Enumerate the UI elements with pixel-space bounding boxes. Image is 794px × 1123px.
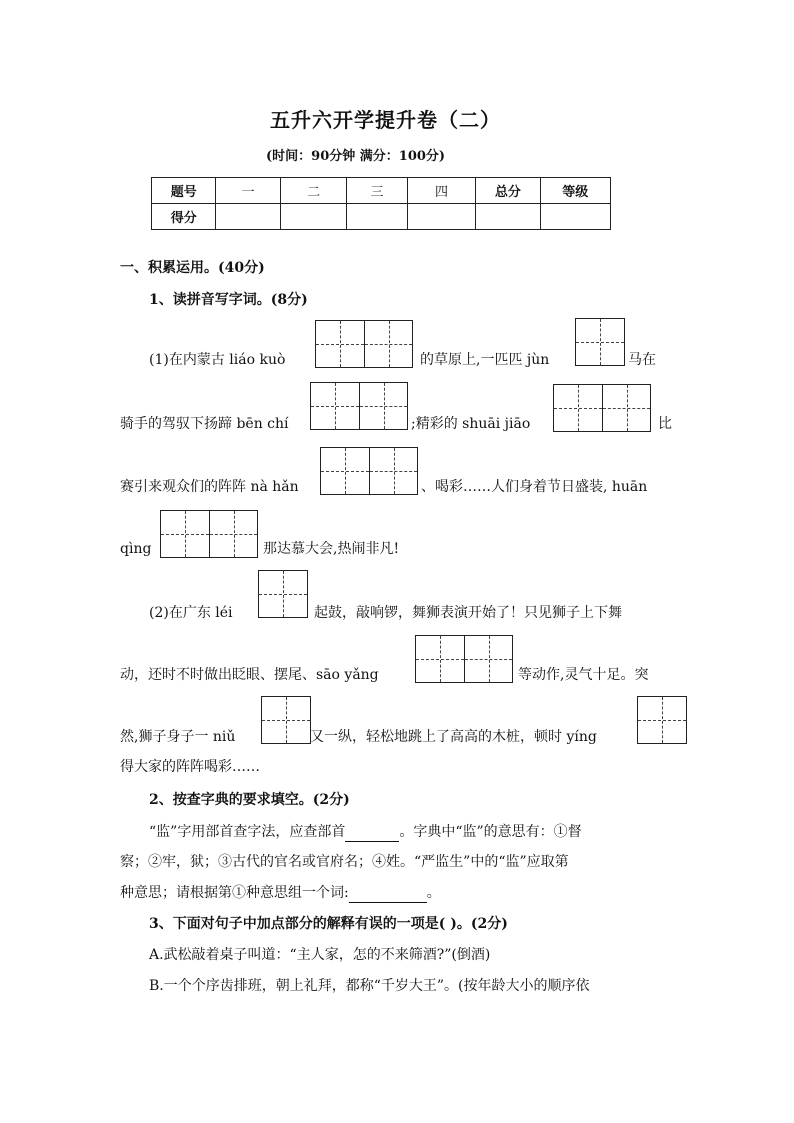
question-text-part: 。字典中“监”的意思有：①督 [399,824,582,840]
fill-blank[interactable] [345,827,399,842]
question-text [149,822,582,842]
question-text: (1)在内蒙古 liáo kuò [149,352,286,368]
answer-grid[interactable] [310,382,408,430]
score-table [151,177,611,230]
question-text: 得大家的阵阵喝彩…… [120,759,260,775]
answer-grid[interactable] [415,635,513,683]
table-cell: 一 [216,178,280,204]
score-input-cell[interactable] [216,204,280,230]
table-cell: 四 [407,178,475,204]
question-text: 动，还时不时做出眨眼、摆尾、sāo yǎng [120,667,379,683]
question-text [120,883,441,903]
question-text: 等动作,灵气十足。突 [518,667,649,683]
question-text: 又一纵，轻松地跳上了高高的木桩，顿时 yíng [310,729,597,745]
question-heading: 3、下面对句子中加点部分的解释有误的一项是( )。(2分) [149,916,508,932]
table-cell: 二 [280,178,346,204]
answer-grid[interactable] [261,696,311,744]
answer-grid[interactable] [637,696,687,744]
score-input-cell[interactable] [476,204,540,230]
score-input-cell[interactable] [347,204,407,230]
answer-grid[interactable] [553,384,651,432]
table-cell: 三 [347,178,407,204]
score-input-cell[interactable] [540,204,610,230]
score-input-cell[interactable] [280,204,346,230]
answer-grid[interactable] [315,320,413,368]
question-text: 的草原上,一匹匹 jùn [420,352,550,368]
question-text: 起鼓，敲响锣，舞狮表演开始了！只见狮子上下舞 [314,605,622,621]
question-text-part: 种意思；请根据第①种意思组一个词: [120,885,349,901]
score-input-cell[interactable] [407,204,475,230]
question-text: 赛引来观众们的阵阵 nà hǎn [120,479,299,495]
question-text-part: “监”字用部首查字法，应查部首 [149,824,346,840]
question-text: ;精彩的 shuāi jiāo [411,416,531,432]
answer-grid[interactable] [575,318,625,366]
question-text: 然,狮子身子一 niǔ [120,729,236,745]
question-heading: 2、按查字典的要求填空。(2分) [149,792,350,808]
question-text: (2)在广东 léi [149,605,233,621]
option-b: B.一个个序齿排班，朝上礼拜，都称“千岁大王”。(按年龄大小的顺序依 [149,978,590,994]
answer-grid[interactable] [160,510,258,558]
score-table-header-row [152,178,611,204]
question-text-part: 。 [426,885,441,901]
question-text: 马在 [628,352,656,368]
question-text: 察；②牢，狱；③古代的官名或官府名；④姓。“严监生”中的“监”应取第 [120,854,569,870]
option-a: A.武松敲着桌子叫道：“主人家，怎的不来筛酒?”(倒酒) [149,947,491,963]
question-heading: 1、读拼音写字词。(8分) [149,292,308,308]
page-title: 五升六开学提升卷（二） [270,108,501,132]
question-text: 比 [658,416,672,432]
table-cell: 题号 [152,178,216,204]
table-cell: 得分 [152,204,216,230]
question-text: 那达慕大会,热闹非凡! [263,541,400,557]
fill-blank[interactable] [349,888,427,903]
question-text: 骑手的驾驭下扬蹄 bēn chí [120,416,289,432]
section-heading: 一、积累运用。(40分) [120,260,265,276]
score-table-score-row [152,204,611,230]
exam-time-score: (时间：90分钟 满分：100分) [266,149,446,164]
question-text: 、喝彩……人们身着节日盛装, huān [421,479,648,495]
answer-grid[interactable] [320,447,418,495]
question-text: qìng [120,541,152,557]
table-cell: 等级 [540,178,610,204]
table-cell: 总分 [476,178,540,204]
answer-grid[interactable] [258,570,308,618]
